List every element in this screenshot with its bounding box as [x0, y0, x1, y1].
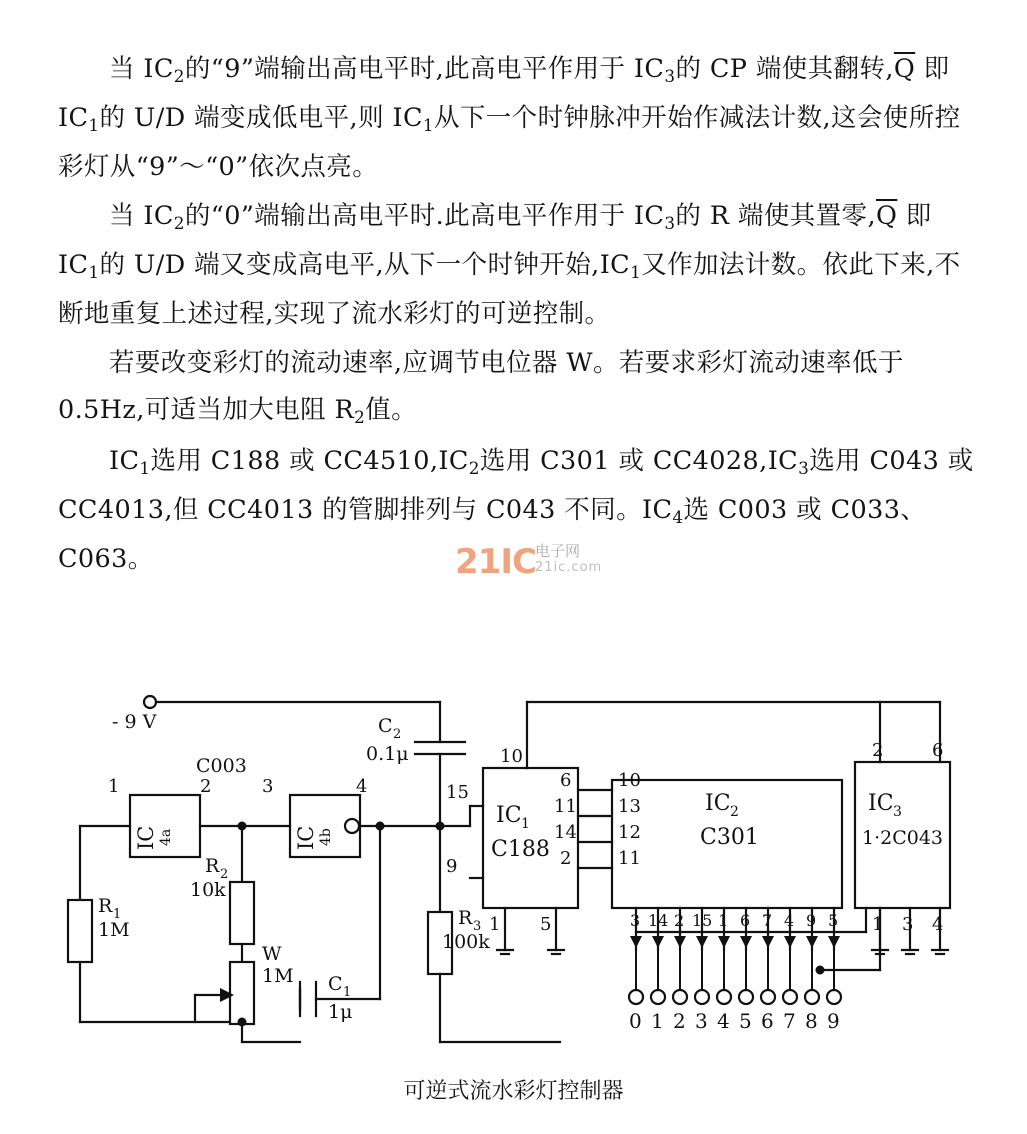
pin-ic1-10: 10: [500, 746, 523, 767]
label-c1-name: C: [328, 973, 343, 995]
label-ic2-sub: 2: [730, 804, 739, 820]
pin-ic1-14: 14: [554, 822, 577, 843]
pin-ic1-6: 6: [560, 770, 572, 791]
pin-ic1-2: 2: [560, 848, 572, 869]
label-c003: C003: [196, 755, 247, 777]
pin-ic2-10: 10: [618, 770, 641, 791]
label-r1-sub: 1: [113, 907, 122, 922]
pin-ic4a-right: 2: [200, 776, 212, 797]
circuit-figure: [0, 650, 1027, 1120]
label-ic4b-sub: 4b: [318, 828, 334, 846]
label-r3-sub: 3: [473, 919, 482, 934]
paragraph-1: 当 $IC_2$的“9”端输出高电平时,此高电平作用于 $IC_3$的 CP 端使其翻转$,\overline{Q}$ 即 $IC_1$的 U/D 端变成低电平,则 $IC_1$从下一个时钟脉冲开始作减法计数,这会使所控彩灯从“9”～“0”依次点亮。: [58, 54, 961, 182]
label-c2-sub: 2: [393, 727, 402, 742]
label-c2-value: 0.1μ: [366, 743, 409, 765]
label-r2-value: 10k: [190, 879, 226, 901]
label-ic2-type: C301: [700, 825, 759, 850]
output-label-8: 8: [805, 1009, 818, 1033]
label-r2-name: R: [205, 855, 220, 877]
pin-ic2-b2: 14: [648, 911, 669, 930]
output-label-3: 3: [695, 1009, 708, 1033]
body-text: [58, 46, 978, 585]
label-r3-value: 100k: [442, 931, 490, 953]
paragraph-4: $IC_1$选用 C188 或 $CC4510,IC_2$选用 C301 或 $CC4028,IC_3$选用 C043 或 CC4013,但 CC4013 的管脚排列与 C043 不同。$IC_4$选 C003 或 C033、C063。: [58, 446, 974, 574]
label-ic3-type: 1·2C043: [862, 827, 944, 849]
circuit-schematic: [0, 650, 1027, 1070]
pin-ic2-b5: 1: [718, 911, 729, 930]
pin-ic1-9: 9: [446, 856, 458, 877]
pin-ic1-5: 5: [540, 914, 552, 935]
label-c1-sub: 1: [343, 985, 352, 1000]
label-ic3-name: IC: [868, 791, 894, 816]
pin-ic2-b1: 3: [630, 911, 641, 930]
pin-ic4b-right: 4: [356, 776, 368, 797]
pin-ic2-b9: 9: [806, 911, 817, 930]
pin-ic2-13: 13: [618, 796, 641, 817]
watermark-brand: 21IC: [455, 542, 536, 582]
output-label-7: 7: [783, 1009, 796, 1033]
label-c2-name: C: [378, 715, 393, 737]
label-ic3-sub: 3: [893, 804, 902, 820]
label-ic1-sub: 1: [521, 816, 530, 832]
pin-ic1-15: 15: [446, 782, 469, 803]
label-ic2-name: IC: [705, 791, 731, 816]
pin-ic3-2: 2: [872, 740, 884, 761]
label-r2-sub: 2: [220, 867, 229, 882]
pin-ic4b-left: 3: [262, 776, 274, 797]
paragraph-2: 当 $IC_2$的“0”端输出高电平时.此高电平作用于 $IC_3$的 R 端使其置零$,\overline{Q}$ 即 $IC_1$的 U/D 端又变成高电平,从下一个时钟开始$,IC_1$又作加法计数。依此下来,不断地重复上述过程,实现了流水彩灯的可逆控制。: [58, 201, 961, 329]
output-label-2: 2: [673, 1009, 686, 1033]
label-ic4a: IC: [134, 825, 158, 850]
label-ic4b: IC: [294, 825, 318, 850]
pin-ic3-6: 6: [932, 740, 944, 761]
output-label-0: 0: [629, 1009, 642, 1033]
watermark-cn: 电子网: [535, 542, 581, 560]
label-r3-name: R: [458, 907, 473, 929]
output-label-5: 5: [739, 1009, 752, 1033]
pin-ic2-11: 11: [618, 848, 641, 869]
label-w-name: W: [262, 943, 282, 965]
pin-ic2-b3: 2: [674, 911, 685, 930]
pin-ic2-b8: 4: [784, 911, 795, 930]
label-w-value: 1M: [262, 965, 294, 987]
paragraph-3: 若要改变彩灯的流动速率,应调节电位器 W。若要求彩灯流动速率低于 0.5Hz,可适当加大电阻 $R_2$值。: [58, 348, 904, 427]
pin-ic3-1: 1: [872, 914, 884, 935]
label-ic1-name: IC: [496, 803, 522, 828]
label-supply: - 9 V: [112, 711, 157, 733]
label-r1-value: 1M: [98, 919, 130, 941]
figure-caption: 可逆式流水彩灯控制器: [403, 1079, 624, 1104]
pin-ic2-b7: 7: [762, 911, 773, 930]
pin-ic3-4: 4: [932, 914, 944, 935]
output-label-4: 4: [717, 1009, 730, 1033]
pin-ic3-3: 3: [902, 914, 914, 935]
watermark-sub: 21ic.com: [535, 560, 603, 575]
label-ic4a-sub: 4a: [158, 828, 174, 846]
pin-ic2-12: 12: [618, 822, 641, 843]
label-c1-value: 1μ: [328, 1001, 353, 1023]
pin-ic1-11: 11: [554, 796, 577, 817]
pin-ic2-b6: 6: [740, 911, 751, 930]
pin-ic1-1: 1: [489, 914, 501, 935]
output-label-9: 9: [827, 1009, 840, 1033]
label-r1-name: R: [98, 895, 113, 917]
pin-ic2-b10: 5: [828, 911, 839, 930]
label-ic1-type: C188: [491, 837, 550, 862]
output-label-6: 6: [761, 1009, 774, 1033]
pin-ic2-b4: 15: [692, 911, 713, 930]
pin-ic4a-left: 1: [108, 776, 120, 797]
output-label-1: 1: [651, 1009, 664, 1033]
